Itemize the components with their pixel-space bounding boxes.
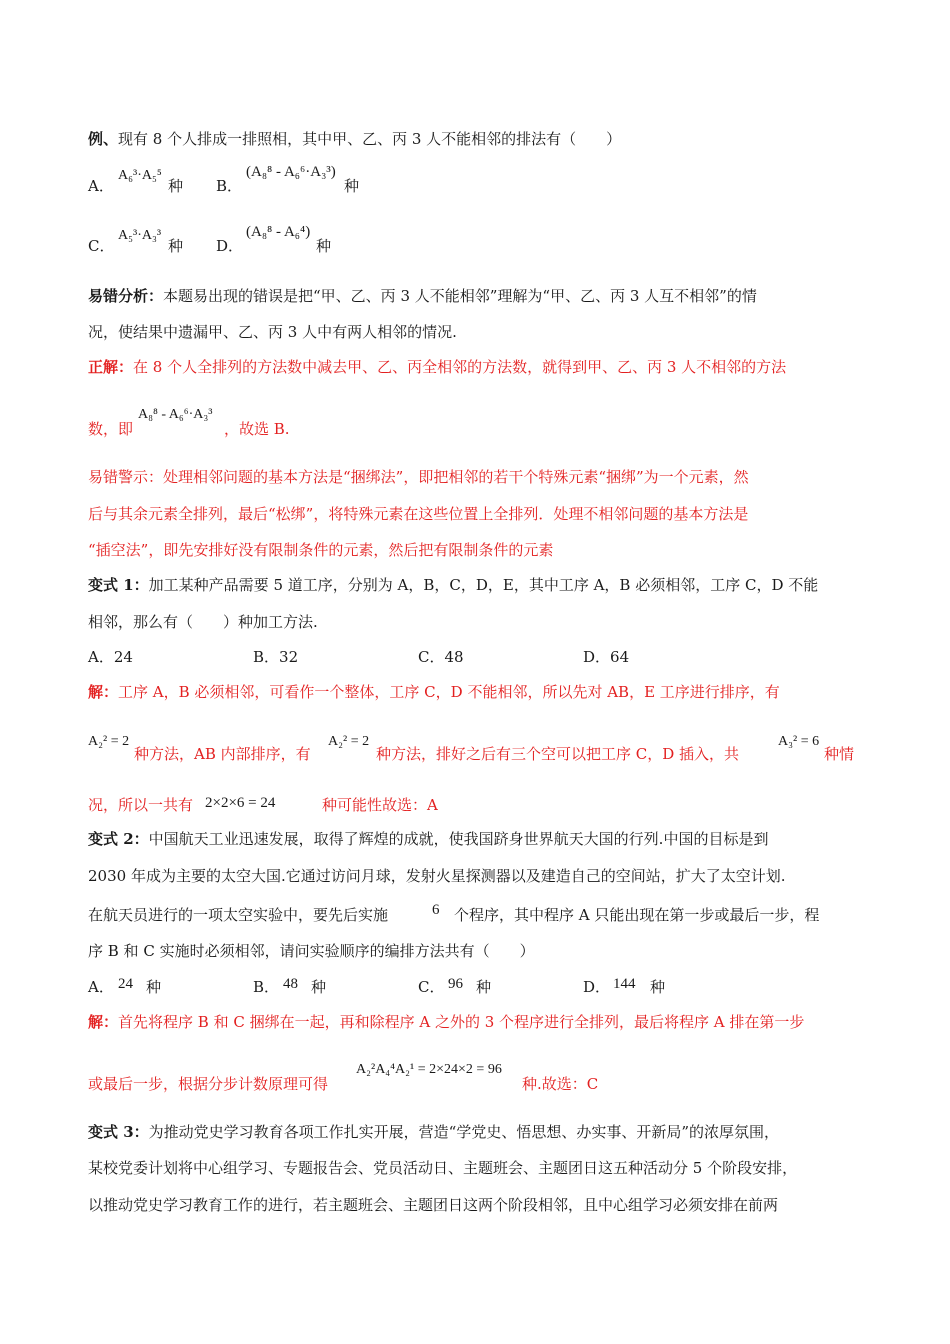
- analysis-line-1: [88, 286, 870, 306]
- option-c-label: C．: [88, 237, 115, 255]
- option-b-label: B．: [216, 177, 243, 195]
- solution-suffix: ，故选 B.: [224, 420, 290, 438]
- variant2-line-2: 2030 年成为主要的太空大国.它通过访问月球，发射火星探测器以及建造自己的空间站，扩大了太空计划.: [88, 867, 786, 885]
- analysis-label: 易错分析：: [88, 287, 164, 305]
- variant2-option-a-unit: 种: [146, 978, 162, 996]
- warning-line-2: 后与其余元素全排列，最后“松绑”，将特殊元素在这些位置上全排列．处理不相邻问题的基本方法是: [88, 505, 749, 523]
- variant1-tail: 种情: [824, 745, 855, 763]
- variant3-line-2: 某校党委计划将中心组学习、专题报告会、党员活动日、主题班会、主题团日这五种活动分 5 个阶段安排，: [88, 1159, 798, 1177]
- example-text: 现有 8 个人排成一排照相，其中甲、乙、丙 3 人不能相邻的排法有（ ）: [118, 130, 622, 148]
- variant3-label: 变式 3：: [88, 1123, 149, 1141]
- variant1-line3-prefix: 况，所以一共有: [88, 796, 194, 814]
- variant1-mid-1: 种方法，AB 内部排序，有: [134, 745, 311, 763]
- option-c-suffix: 种: [168, 237, 184, 255]
- variant1-expr-2: A₂² = 2: [328, 734, 370, 749]
- option-c-expr: A₅³·A₃³: [118, 228, 162, 243]
- warning-line-1: 易错警示：处理相邻问题的基本方法是“捆绑法”，即把相邻的若干个特殊元素“捆绑”为一个元素，然: [88, 468, 749, 486]
- variant1-option-a: A．24: [88, 648, 133, 666]
- variant3-text-1: 为推动党史学习教育各项工作扎实开展，营造“学党史、悟思想、办实事、开新局”的浓厚氛围，: [148, 1123, 780, 1141]
- solution-expr: A₈⁸ - A₆⁶·A₃³: [138, 407, 213, 422]
- variant2-line3-prefix: 在航天员进行的一项太空实验中，要先后实施: [88, 906, 389, 924]
- variant1-line-2: 相邻，那么有（ ）种加工方法.: [88, 613, 318, 631]
- variant2-solution-expr: A₂²A₄⁴A₂¹ = 2×24×2 = 96: [356, 1062, 502, 1077]
- example-label: 例、: [88, 130, 119, 148]
- variant1-line3-expr: 2×2×6 = 24: [205, 795, 276, 811]
- variant1-line3-suffix: 种可能性故选：A: [322, 796, 438, 814]
- variant2-option-a-label: A．: [88, 978, 114, 996]
- variant2-option-b-value: 48: [283, 976, 298, 992]
- variant1-line-1: [88, 575, 870, 595]
- variant1-expr-3: A₃² = 6: [778, 734, 820, 749]
- variant2-text-1: 中国航天工业迅速发展，取得了辉煌的成就，使我国跻身世界航天大国的行列.中国的目标是到: [148, 830, 769, 848]
- variant2-line-3: [88, 903, 870, 925]
- variant1-solution-line-1: [88, 682, 870, 702]
- variant1-solution-line-3: [88, 793, 870, 817]
- variant1-option-c: C．48: [418, 648, 464, 666]
- example-options-row-2: [88, 224, 870, 258]
- variant2-solution-suffix: 种.故选：C: [522, 1075, 599, 1093]
- solution-prefix: 数，即: [88, 420, 134, 438]
- variant2-line3-suffix: 个程序，其中程序 A 只能出现在第一步或最后一步，程: [454, 906, 820, 924]
- variant1-expr-1: A₂² = 2: [88, 734, 130, 749]
- option-d-expr: (A₈⁸ - A₆⁴): [246, 224, 311, 240]
- variant3-line-1: [88, 1122, 870, 1142]
- variant2-option-d-unit: 种: [650, 978, 666, 996]
- option-a-label: A．: [88, 177, 114, 195]
- variant2-option-b-label: B．: [253, 978, 280, 996]
- variant1-solution-line-2: [88, 730, 870, 763]
- option-d-label: D．: [216, 237, 244, 255]
- variant2-solution-line-1: [88, 1012, 870, 1032]
- variant2-option-d-value: 144: [613, 976, 636, 992]
- variant2-option-c-value: 96: [448, 976, 463, 992]
- variant1-solution-label: 解：: [88, 683, 119, 701]
- solution-text-1: 在 8 个人全排列的方法数中减去甲、乙、丙全相邻的方法数，就得到甲、乙、丙 3 人不相邻的方法: [133, 358, 787, 376]
- variant2-option-d-label: D．: [583, 978, 611, 996]
- variant1-label: 变式 1：: [88, 576, 149, 594]
- variant1-solution-text: 工序 A，B 必须相邻，可看作一个整体，工序 C，D 不能相邻，所以先对 AB，E 工序进行排序，有: [118, 683, 780, 701]
- variant1-option-b: B．32: [253, 648, 299, 666]
- option-a-suffix: 种: [168, 177, 184, 195]
- variant2-solution-line-2: [88, 1060, 870, 1093]
- option-b-expr: (A₈⁸ - A₆⁶·A₃³): [246, 164, 336, 180]
- warning-line-3: “插空法”，即先安排好没有限制条件的元素，然后把有限制条件的元素: [88, 541, 554, 559]
- variant2-solution-text: 首先将程序 B 和 C 捆绑在一起，再和除程序 A 之外的 3 个程序进行全排列，最后将程序 A 排在第一步: [118, 1013, 805, 1031]
- variant2-solution-prefix: 或最后一步，根据分步计数原理可得: [88, 1075, 329, 1093]
- variant2-option-a-value: 24: [118, 976, 133, 992]
- variant2-line-4: 序 B 和 C 实施时必须相邻，请问实验顺序的编排方法共有（ ）: [88, 942, 535, 960]
- option-d-suffix: 种: [316, 237, 332, 255]
- analysis-line-2: 况，使结果中遗漏甲、乙、丙 3 人中有两人相邻的情况.: [88, 323, 457, 341]
- variant3-line-3: 以推动党史学习教育工作的进行，若主题班会、主题团日这两个阶段相邻，且中心组学习必须安排在前两: [88, 1196, 779, 1214]
- variant2-label: 变式 2：: [88, 830, 149, 848]
- variant1-options: [88, 647, 870, 667]
- variant2-solution-label: 解：: [88, 1013, 119, 1031]
- variant2-option-b-unit: 种: [311, 978, 327, 996]
- option-a-expr: A₆³·A₅⁵: [118, 168, 162, 183]
- solution-label: 正解：: [88, 358, 134, 376]
- example-options-row-1: [88, 164, 870, 198]
- variant1-text-1: 加工某种产品需要 5 道工序，分别为 A，B，C，D，E，其中工序 A，B 必须相邻，工序 C，D 不能: [148, 576, 819, 594]
- solution-line-2: [88, 405, 870, 438]
- variant2-option-c-unit: 种: [476, 978, 492, 996]
- variant1-mid-2: 种方法，排好之后有三个空可以把工序 C，D 插入，共: [376, 745, 740, 763]
- example-question: [88, 129, 870, 149]
- variant2-line-1: [88, 829, 870, 849]
- variant2-option-c-label: C．: [418, 978, 445, 996]
- variant2-line3-number: 6: [432, 902, 440, 918]
- analysis-text-1: 本题易出现的错误是把“甲、乙、丙 3 人不能相邻”理解为“甲、乙、丙 3 人互不相邻”的情: [163, 287, 757, 305]
- option-b-suffix: 种: [344, 177, 360, 195]
- solution-line-1: [88, 357, 870, 377]
- variant1-option-d: D．64: [583, 648, 630, 666]
- variant2-options: [88, 975, 870, 997]
